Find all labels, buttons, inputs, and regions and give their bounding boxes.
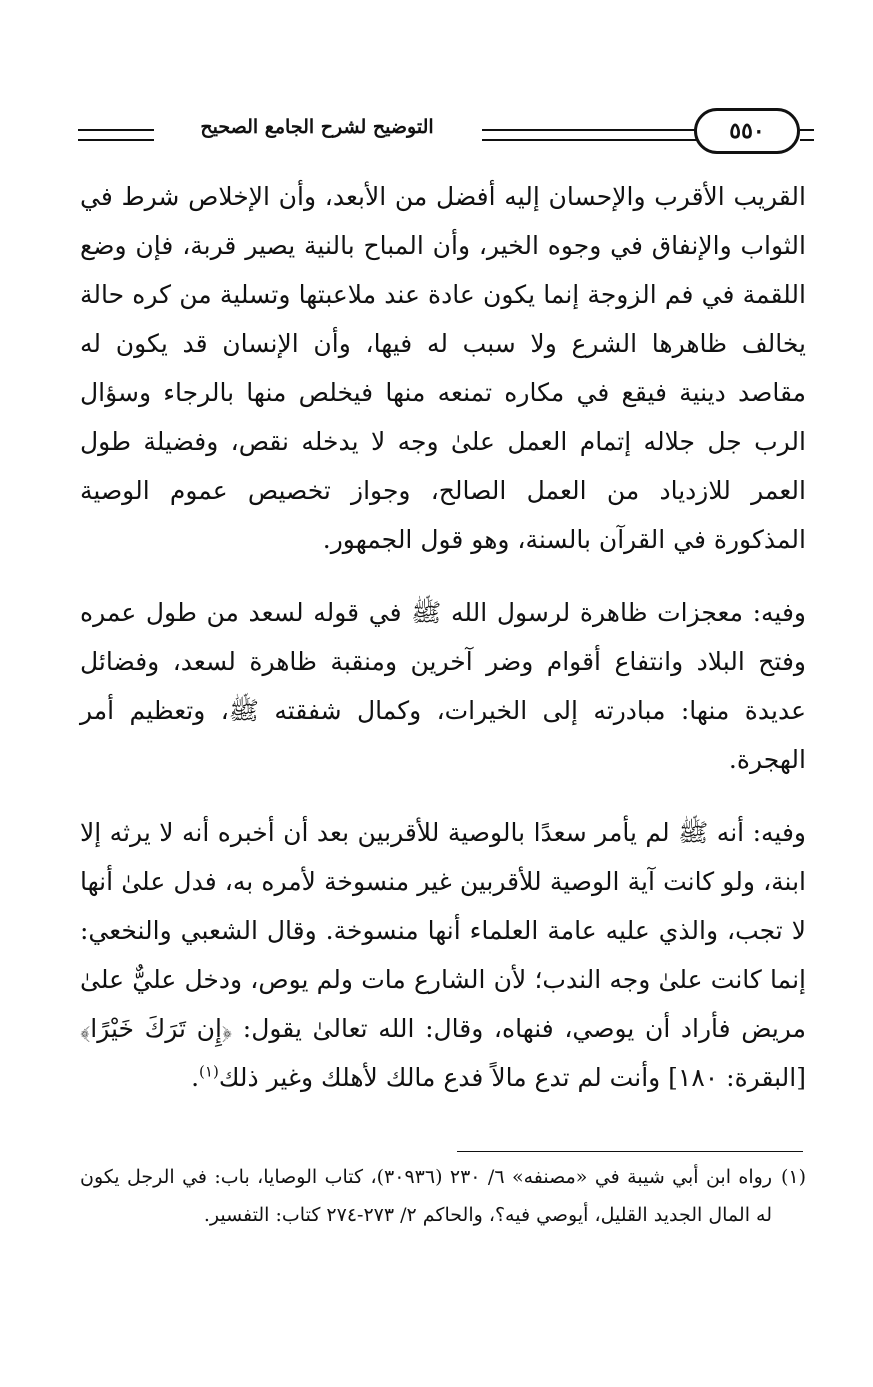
paragraph-2: وفيه: معجزات ظاهرة لرسول الله ﷺ في قوله لسعد من طول عمره وفتح البلاد وانتفاع أقوام وضر آخرين ومنقبة ظاهرة لسعد، وفضائل عديدة منها: مبادرته إلى الخيرات، وكمال شفقته ﷺ، وتعظيم أمر الهجرة.: [80, 598, 806, 774]
footnote-reference[interactable]: (١): [199, 1062, 219, 1081]
footnote-number: (١): [780, 1166, 806, 1188]
running-header: [78, 108, 808, 154]
header-double-rule-left: [78, 129, 154, 141]
footnote-item: [80, 1158, 806, 1234]
book-title: التوضيح لشرح الجامع الصحيح: [200, 116, 434, 138]
paragraph-3: [80, 808, 806, 1102]
main-text: [80, 172, 806, 1102]
footnote-text: رواه ابن أبي شيبة في «مصنفه» ٦/ ٢٣٠ (٣٠٩٣٦)، كتاب الوصايا، باب: في الرجل يكون له المال الجديد القليل، أيوصي فيه؟، والحاكم ٢/ ٢٧٣-٢٧٤ كتاب: التفسير.: [80, 1166, 772, 1226]
paragraph-3-end: .: [191, 1063, 200, 1092]
footnote-separator: [457, 1151, 803, 1152]
paragraph-3-text: وفيه: أنه ﷺ لم يأمر سعدًا بالوصية للأقربين بعد أن أخبره أنه لا يرثه إلا ابنة، ولو كانت آية الوصية للأقربين غير منسوخة لأمره به، فدل علىٰ أنها لا تجب، والذي عليه عامة العلماء أنها منسوخة. وقال الشعبي والنخعي: إنما كانت علىٰ وجه الندب؛ لأن الشارع مات ولم يوص، ودخل عليٌّ علىٰ مريض فأراد أن يوصي، فنهاه، وقال: الله تعالىٰ يقول: ﴿إِن تَرَكَ خَيْرًا﴾ [البقرة: ١٨٠] وأنت لم تدع مالاً فدع مالك لأهلك وغير ذلك: [80, 818, 806, 1092]
header-rule-tip: [800, 129, 814, 141]
footnotes: [80, 1158, 806, 1234]
page-number: ٥٥٠: [694, 108, 800, 154]
paragraph-1: القريب الأقرب والإحسان إليه أفضل من الأبعد، وأن الإخلاص شرط في الثواب والإنفاق في وجوه الخير، وأن المباح بالنية يصير قربة، فإن وضع اللقمة في فم الزوجة إنما يكون عادة عند ملاعبتها وتسلية من كره حالة يخالف ظاهرها الشرع ولا سبب له فيها، وأن الإنسان قد يكون له مقاصد دينية فيقع في مكاره تمنعه منها فيخلص منها بالرجاء وسؤال الرب جل جلاله إتمام العمل علىٰ وجه لا يدخله نقص، وفضيلة طول العمر للازدياد من العمل الصالح، وجواز تخصيص عموم الوصية المذكورة في القرآن بالسنة، وهو قول الجمهور.: [80, 182, 806, 554]
